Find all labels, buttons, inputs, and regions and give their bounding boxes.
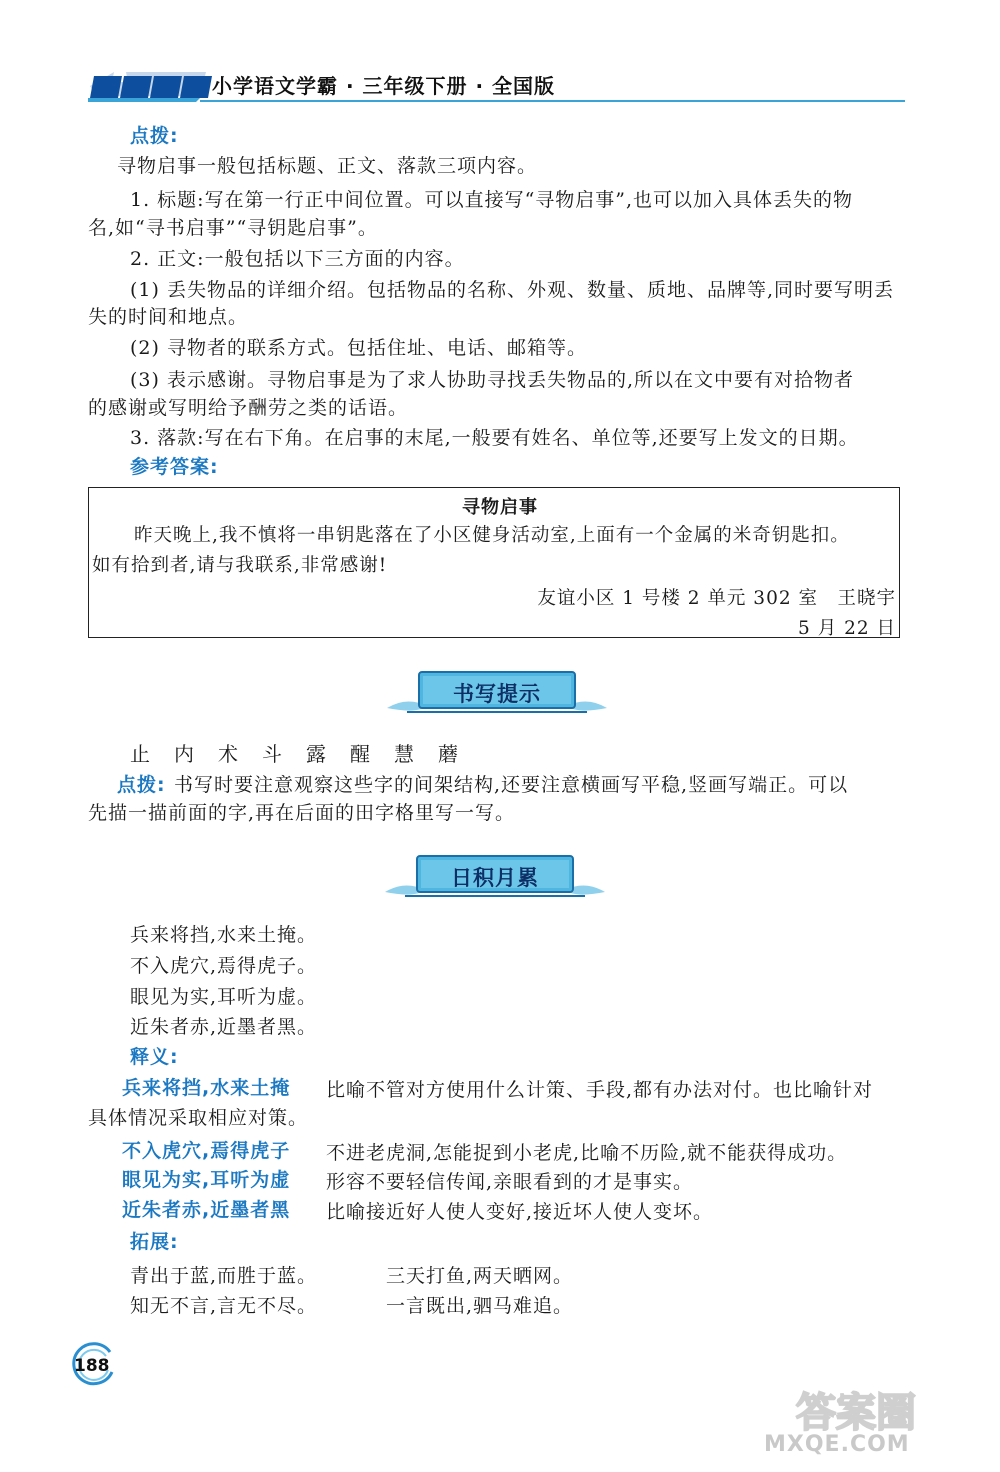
hint-line: 2. 正文:一般包括以下三方面的内容。 (130, 248, 465, 270)
hint-line: 3. 落款:写在右下角。在启事的末尾,一般要有姓名、单位等,还要写上发文的日期。 (130, 427, 859, 449)
daily-accumulation-title: 日积月累 (451, 866, 539, 890)
hint-line: (3) 表示感谢。寻物启事是为了求人协助寻找丢失物品的,所以在文中要有对拾物者 (130, 369, 854, 391)
hint-line: 寻物启事一般包括标题、正文、落款三项内容。 (117, 155, 538, 177)
hint-line: 1. 标题:写在第一行正中间位置。可以直接写“寻物启事”,也可以加入具体丢失的物 (130, 189, 854, 211)
page-number: 188 (74, 1356, 110, 1376)
svg-text:答案圈: 答案圈 (796, 1390, 916, 1436)
expand-item: 三天打鱼,两天晒网。 (386, 1265, 574, 1287)
header-rule (200, 100, 905, 102)
meaning-term: 眼见为实,耳听为虚 (122, 1169, 291, 1191)
meaning-text: 具体情况采取相应对策。 (88, 1107, 309, 1129)
hint-line: (1) 丢失物品的详细介绍。包括物品的名称、外观、数量、质地、品牌等,同时要写明丢 (130, 279, 894, 301)
practice-characters: 止 内 术 斗 露 醒 慧 蘑 (130, 742, 460, 766)
meaning-term: 不入虎穴,焉得虎子 (122, 1140, 291, 1162)
meaning-text: 形容不要轻信传闻,亲眼看到的才是事实。 (326, 1171, 694, 1193)
watermark-url: MXQE.COM (764, 1432, 910, 1457)
proverb: 眼见为实,耳听为虚。 (130, 986, 318, 1008)
watermark-logo (756, 1386, 996, 1472)
expand-item: 青出于蓝,而胜于蓝。 (130, 1265, 318, 1287)
notice-body: 昨天晚上,我不慎将一串钥匙落在了小区健身活动室,上面有一个金属的米奇钥匙扣。 (134, 525, 850, 546)
meaning-label: 释义: (130, 1046, 179, 1068)
proverb: 兵来将挡,水来土掩。 (130, 924, 318, 946)
writing-tips-title: 书写提示 (453, 682, 541, 706)
notice-date: 5 月 22 日 (798, 618, 896, 639)
meaning-text: 比喻接近好人使人变好,接近坏人使人变坏。 (326, 1201, 714, 1223)
meaning-text: 不进老虎洞,怎能捉到小老虎,比喻不历险,就不能获得成功。 (326, 1142, 848, 1164)
hint-line: 的感谢或写明给予酬劳之类的话语。 (88, 397, 409, 419)
answer-label: 参考答案: (130, 456, 219, 478)
notice-title: 寻物启事 (462, 497, 538, 518)
hint-line: 名,如“寻书启事”“寻钥匙启事”。 (88, 217, 378, 239)
header-title: 小学语文学霸 · 三年级下册 · 全国版 (212, 74, 556, 98)
notice-body: 如有拾到者,请与我联系,非常感谢! (92, 555, 388, 576)
hint-line: (2) 寻物者的联系方式。包括住址、电话、邮箱等。 (130, 337, 587, 359)
meaning-term: 近朱者赤,近墨者黑 (122, 1199, 291, 1221)
proverb: 不入虎穴,焉得虎子。 (130, 955, 318, 977)
expand-item: 知无不言,言无不尽。 (130, 1295, 318, 1317)
writing-hint-line: 书写时要注意观察这些字的间架结构,还要注意横画写平稳,竖画写端正。可以 (174, 774, 849, 796)
hint-line: 失的时间和地点。 (88, 306, 249, 328)
meaning-term: 兵来将挡,水来土掩 (122, 1077, 291, 1099)
proverb: 近朱者赤,近墨者黑。 (130, 1016, 318, 1038)
meaning-text: 比喻不管对方使用什么计策、手段,都有办法对付。也比喻针对 (326, 1079, 874, 1101)
expand-item: 一言既出,驷马难追。 (386, 1295, 574, 1317)
hint-label: 点拨: (130, 125, 179, 147)
writing-hint-line: 先描一描前面的字,再在后面的田字格里写一写。 (88, 802, 516, 824)
writing-hint-label: 点拨: (117, 774, 166, 796)
notice-signature: 友谊小区 1 号楼 2 单元 302 室 王晓宇 (537, 588, 896, 609)
expand-label: 拓展: (130, 1231, 179, 1253)
